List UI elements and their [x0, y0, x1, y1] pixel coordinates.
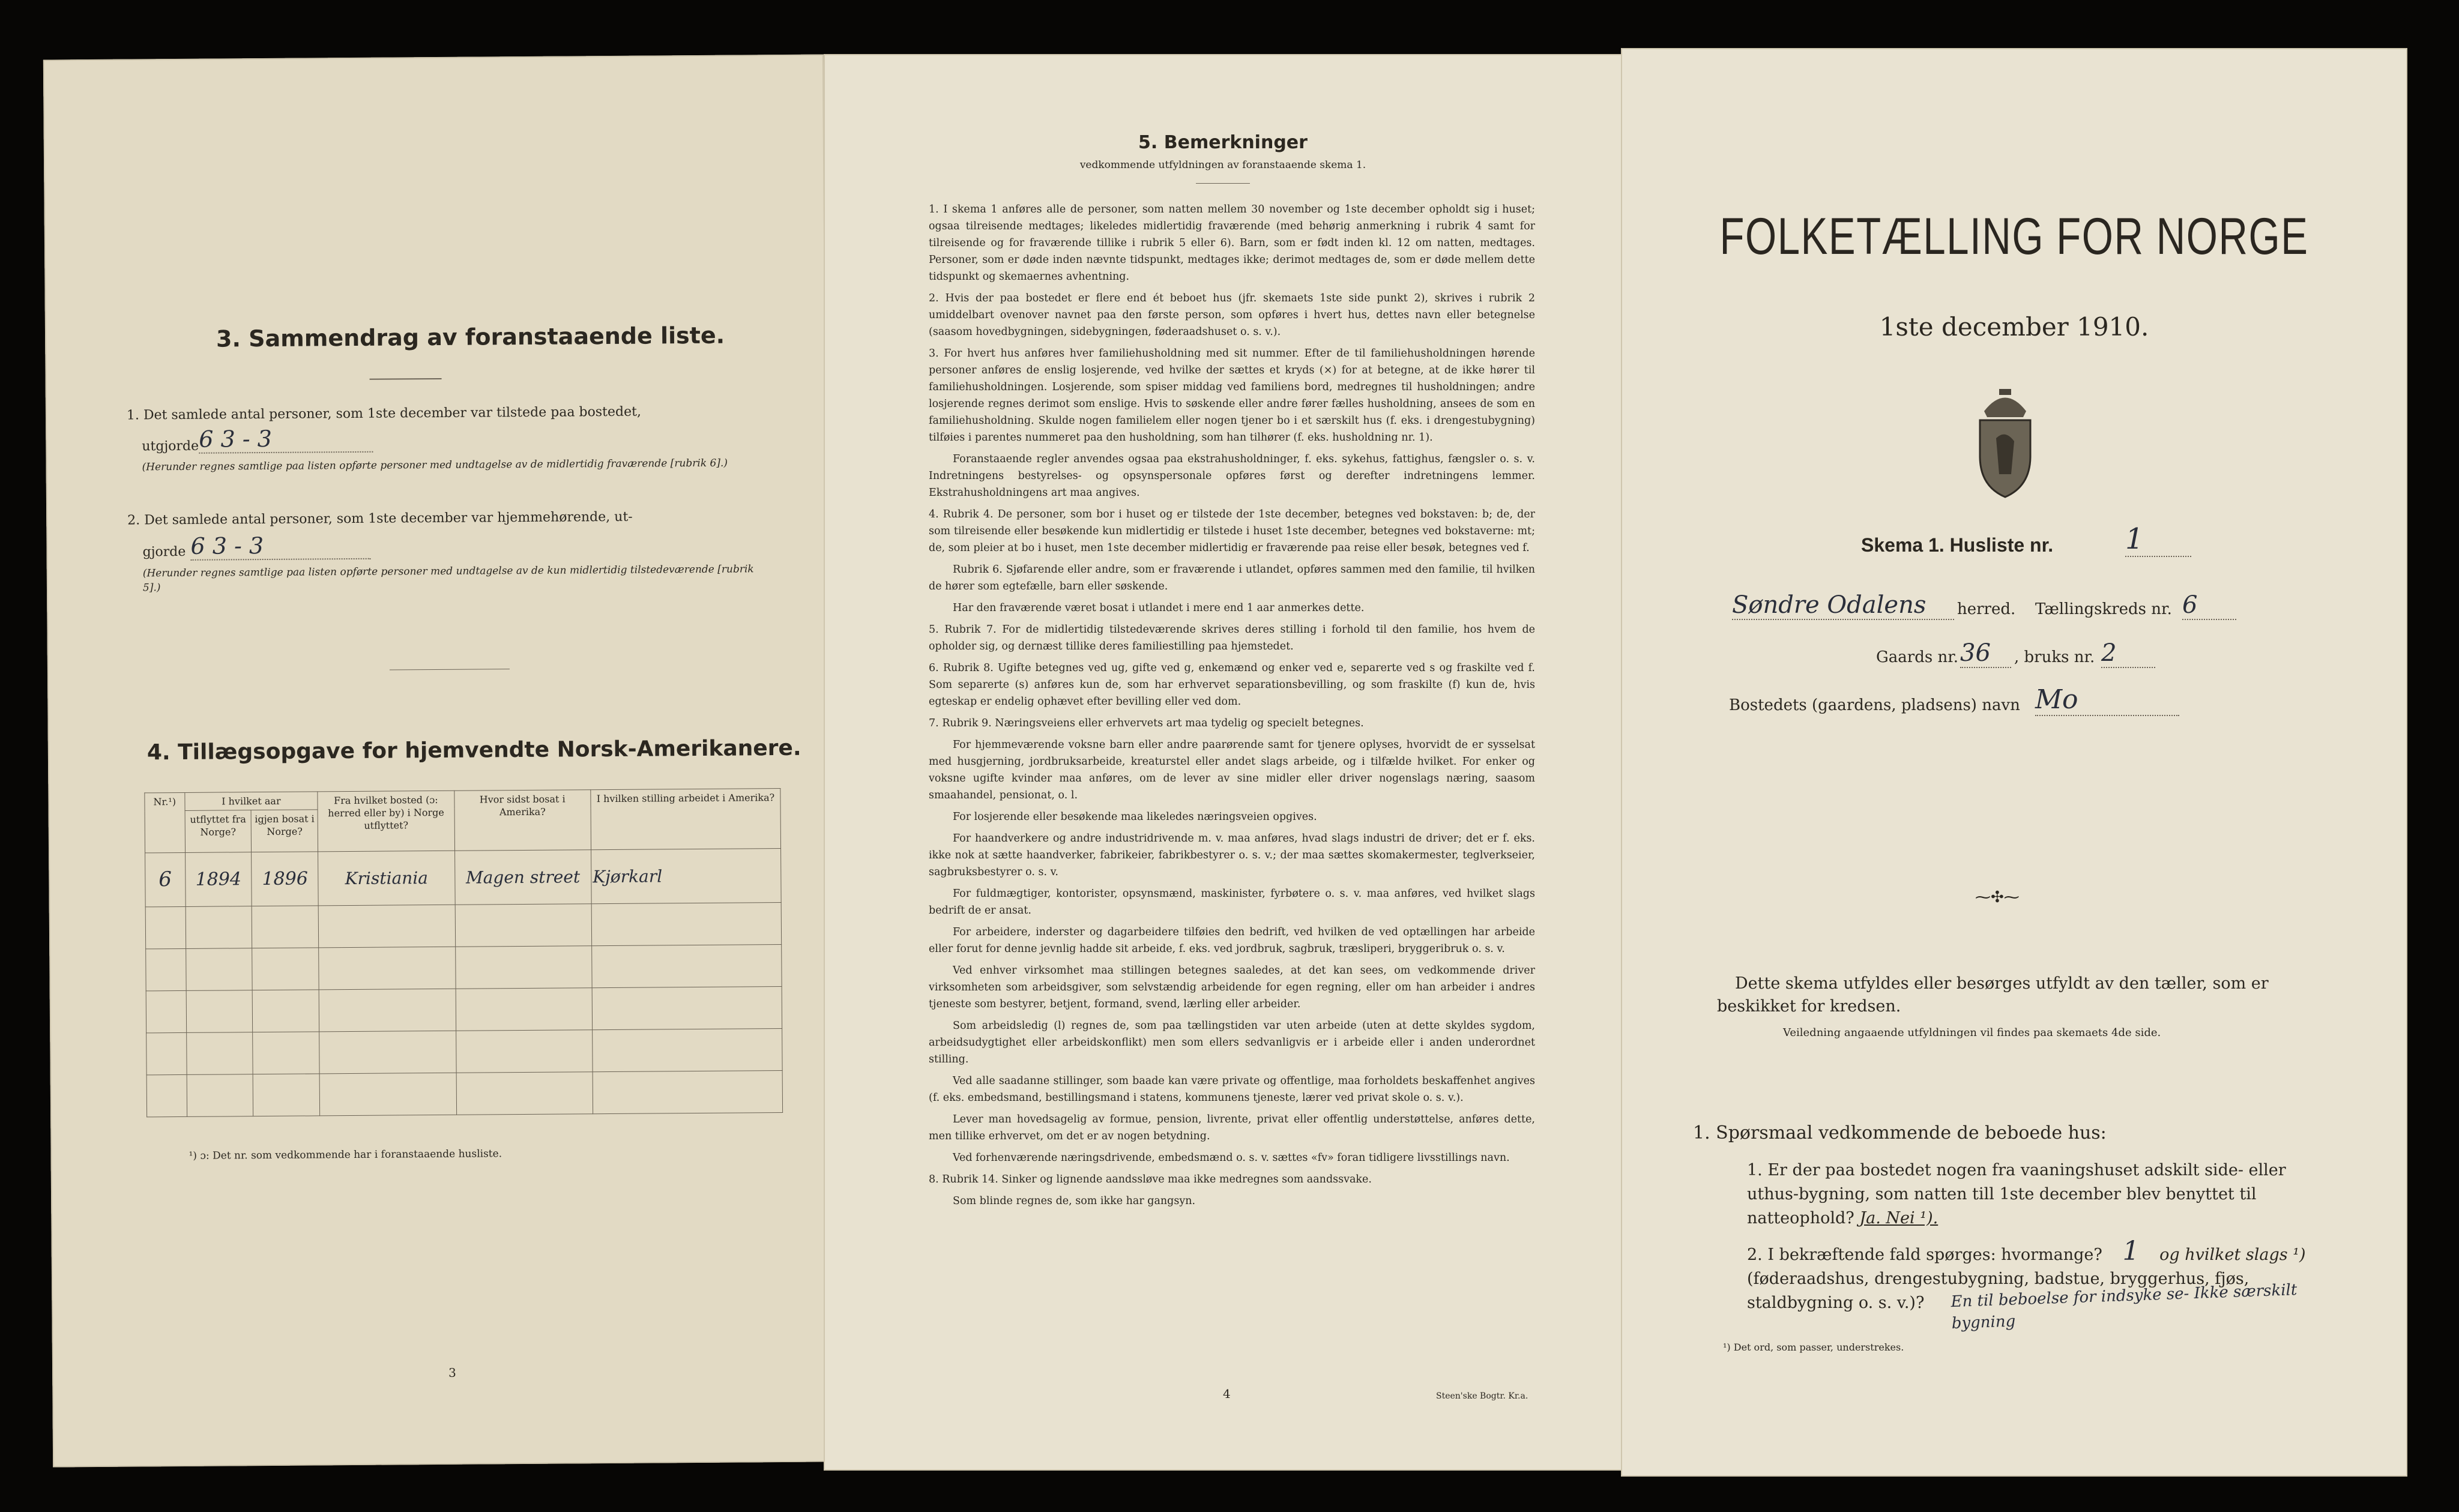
remark-paragraph: 4. Rubrik 4. De personer, som bor i huset og er tilstede der 1ste december, betegnes ved bokstaven: b; de, der som tilreisende eller besøkende kun midlertidig er tilstede i huset 1ste december, betegnes ved bokstaverne: mt; de, som pleier at bo i huset, men 1ste december midlertidig er fraværende paa reise eller besøk, betegnes ved f. — [929, 508, 1535, 554]
instruction-note: Veiledning angaaende utfyldningen vil findes paa skemaets 4de side. — [1783, 1026, 2161, 1039]
left-page — [43, 54, 833, 1467]
gaards-label: Gaards nr. — [1876, 648, 1959, 666]
s3-item1-label: utgjorde — [142, 438, 199, 454]
remark-paragraph: 5. Rubrik 7. For de midlertidig tilstedeværende skrives deres stilling i forhold til den familie, hos hvem de opholder sig, og dernæst tillike deres familiestilling paa hjemstedet. — [929, 624, 1535, 652]
section-4-title: 4. Tillægsopgave for hjemvendte Norsk-Amerikanere. — [146, 735, 801, 765]
s3-item1-value: 6 3 - 3 — [199, 425, 373, 454]
remark-paragraph: Lever man hovedsagelig av formue, pension, livrente, privat eller offentlig understøttelse, anføres dette, men tillike erhvervet, om det er av nogen betydning. — [929, 1113, 1535, 1142]
remark-paragraph: Ved enhver virksomhet maa stillingen betegnes saaledes, at det kan sees, om vedkommende driver virksomheten som arbeidsgiver, som selvstændig arbeidende for egen regning, eller om han arbeider i andres tjeneste som bestyrer, betjent, formand, svend, lærling eller arbeider. — [929, 965, 1535, 1010]
th-year-group: I hvilket aar — [184, 792, 318, 811]
bosted-value: Mo — [2035, 684, 2179, 716]
remark-paragraph: Ved alle saadanne stillinger, som baade kan være private og offentlige, maa forholdets beskaffenhet angives (f. eks. embedsmand, bestillingsmand i statens, kommunens tjeneste, lærer ved privat skole o. s. v.). — [929, 1075, 1535, 1104]
herred-value: Søndre Odalens — [1732, 591, 1954, 620]
page-number: 3 — [448, 1365, 456, 1380]
q2-count: 1 — [2122, 1236, 2140, 1267]
remark-paragraph: Foranstaaende regler anvendes ogsaa paa ekstrahusholdninger, f. eks. sykehus, fattighus, fængsler o. s. v. Indretningens bestyrelses- og opsynspersonale opføres først og derefter indretningens lemmer. Ekstrahusholdningens art maa angives. — [929, 453, 1535, 499]
table-footnote: ¹) ɔ: Det nr. som vedkommende har i foranstaaende husliste. — [189, 1148, 502, 1162]
remark-paragraph: Rubrik 6. Sjøfarende eller andre, som er fraværende i utlandet, opføres sammen med den familie, til hvilken de hører som egtefælle, barn eller søskende. — [929, 564, 1535, 592]
remark-paragraph: Ved forhenværende næringsdrivende, embedsmænd o. s. v. sættes «fv» foran tidligere livsstillings navn. — [953, 1152, 1510, 1164]
s3-item2: 2. Det samlede antal personer, som 1ste december var hjemmehørende, ut- — [127, 509, 633, 528]
printer-note: Steen'ske Bogtr. Kr.a. — [1436, 1391, 1528, 1401]
remark-paragraph: For arbeidere, inderster og dagarbeidere tilføies den bedrift, ved hvilken de ved optællingen har arbeide eller forut for denne jevnlig hadde sit arbeide, f. eks. ved jordbruk, sagbruk, træsliperi, bryggeribruk o. s. v. — [929, 926, 1535, 955]
questions-heading: 1. Spørsmaal vedkommende de beboede hus: — [1693, 1122, 2107, 1143]
husliste-nr: 1 — [2125, 522, 2191, 557]
th-last-place: Hvor sidst bosat i Amerika? — [454, 790, 591, 851]
cell-last-place: Magen street — [454, 850, 591, 905]
bemerkninger-subtitle: vedkommende utfyldningen av foranstaaende skema 1. — [1079, 159, 1366, 171]
middle-page — [824, 54, 1622, 1471]
cell-from-place: Kristiania — [318, 851, 455, 906]
s3-item2-value: 6 3 - 3 — [190, 532, 370, 561]
remark-paragraph: 3. For hvert hus anføres hver familiehusholdning med sit nummer. Efter de til familiehusholdningen hørende personer anføres de enslig losjerende, ved hvilke der sættes et kryds (×) for at betegne, at de ikke hører til familiehusholdningen. Losjerende, som spiser middag ved familiens bord, medregnes til husholdningen; andre losjerende regnes derimot som enslige. Hvis to søskende eller andre fører fælles husholdning, ansees de som en familiehusholdning. Skulde nogen familielem eller nogen tjener bo i et særskilt hus (f. eks. i drengestubygning) tilføies i parentes nummeret paa den husholdning, som han tilhører (f. eks. husholdning nr. 1). — [929, 348, 1535, 444]
s3-item1-note: (Herunder regnes samtlige paa listen opførte personer med undtagelse av de midlertidig fraværende [rubrik 6].) — [142, 457, 728, 474]
cell-nr: 6 — [145, 852, 186, 906]
section-3-title: 3. Sammendrag av foranstaaende liste. — [216, 322, 725, 352]
cell-emigrated: 1894 — [185, 852, 252, 907]
remark-paragraph: Som blinde regnes de, som ikke har gangsyn. — [953, 1195, 1196, 1207]
right-footnote: ¹) Det ord, som passer, understrekes. — [1723, 1342, 1904, 1353]
s3-item1: 1. Det samlede antal personer, som 1ste december var tilstede paa bostedet, — [126, 404, 642, 423]
census-date: 1ste december 1910. — [1879, 312, 2149, 342]
main-title: FOLKETÆLLING FOR NORGE — [1719, 208, 2309, 265]
th-position: I hvilken stilling arbeidet i Amerika? — [591, 789, 781, 850]
herred-label: herred. — [1957, 600, 2016, 618]
instruction-text: Dette skema utfyldes eller besørges utfyldt av den tæller, som er beskikket for kredsen. — [1717, 974, 2269, 1016]
question-2: 2. I bekræftende fald spørges: hvormange? 1 og hvilket slags ¹) (føderaadshus, drengestubygning, badstue, bryggerhus, fjøs, staldbygning o. s. v.)? — [1747, 1236, 2306, 1312]
gaards-value: 36 — [1960, 639, 2011, 668]
ornament-divider: ⁓✣⁓ — [1975, 888, 2020, 906]
skema-label: Skema 1. Husliste nr. — [1861, 534, 2054, 556]
remark-paragraph: For hjemmeværende voksne barn eller andre paarørende samt for tjenere oplyses, hvorvidt de er sysselsat med husgjerning, jordbruksarbeide, kreaturstel eller andet slags arbeide, og i tilfælde hvilket. For enker og voksne ugifte kvinder maa anføres, om de lever av sine midler eller driver nogenslags næring, saasom smaahandel, pensionat, o. l. — [929, 739, 1535, 801]
remark-paragraph: 1. I skema 1 anføres alle de personer, som natten mellem 30 november og 1ste december opholdt sig i huset; ogsaa tilreisende medtages; likeledes midlertidig fraværende (med behørig anmerkning i rubrik 4 samt for tilreisende og for fraværende tillike i rubrik 5 eller 6). Barn, som er født inden kl. 12 om natten, medtages. Personer, som er døde inden nævnte tidspunkt, medtages ikke; derimot medtages de, som er døde mellem dette tidspunkt og skemaernes avhentning. — [929, 203, 1535, 283]
coat-of-arms-icon — [1963, 384, 2047, 498]
remark-paragraph: Som arbeidsledig (l) regnes de, som paa tællingstiden var uten arbeide (uten at dette skyldes sygdom, arbeidsudygtighet eller arbeidskonflikt) men som ellers sedvanligvis er i arbeide eller i anden underordnet stilling. — [929, 1020, 1535, 1065]
q2-answer: En til beboelse for indsyke se- Ikke særskilt bygning — [1951, 1281, 2298, 1333]
question-1: 1. Er der paa bostedet nogen fra vaaningshuset adskilt side- eller uthus-bygning, som natten till 1ste december blev benyttet til natteophold? Ja. Nei ¹). — [1747, 1161, 2286, 1227]
krets-label: Tællingskreds nr. — [2035, 600, 2172, 618]
page-number: 4 — [1223, 1387, 1231, 1401]
remark-paragraph: For haandverkere og andre industridrivende m. v. maa anføres, hvad slags industri de driver; det er f. eks. ikke nok at sætte haandverker, fabrikeier, fabrikbestyrer o. s. v.; der maa sættes skomakermester, teglverkseier, sagbruksbestyrer o. s. v. — [929, 833, 1535, 878]
remark-paragraph: For fuldmægtiger, kontorister, opsynsmænd, maskinister, fyrbøtere o. s. v. maa anføres, ved hvilket slags bedrift de er ansat. — [929, 888, 1535, 917]
q1-answer: Ja. Nei ¹). — [1859, 1209, 1939, 1227]
s3-item2-label: gjorde — [142, 544, 186, 560]
table-row — [145, 849, 782, 907]
th-emigrated: utflyttet fra Norge? — [185, 810, 252, 853]
bosted-label: Bostedets (gaardens, pladsens) navn — [1729, 696, 2020, 714]
norsk-amerikanere-table — [144, 788, 783, 1117]
remark-paragraph: 8. Rubrik 14. Sinker og lignende aandssløve maa ikke medregnes som aandssvake. — [929, 1173, 1372, 1185]
remark-paragraph: For losjerende eller besøkende maa likeledes næringsveien opgives. — [953, 811, 1317, 823]
bruks-label: , bruks nr. — [2014, 648, 2095, 666]
cell-position: Kjørkarl — [591, 849, 781, 904]
bemerkninger-title: 5. Bemerkninger — [1138, 132, 1308, 153]
remark-paragraph: 2. Hvis der paa bostedet er flere end ét beboet hus (jfr. skemaets 1ste side punkt 2), skrives i rubrik 2 umiddelbart ovenover navnet paa den første person, som opføres i hvert hus, dettes navn eller betegnelse (saasom hovedbygningen, sidebygningen, føderaadshuset o. s. v.). — [929, 292, 1535, 338]
remark-paragraph: 6. Rubrik 8. Ugifte betegnes ved ug, gifte ved g, enkemænd og enker ved e, separerte ved s og fraskilte ved f. Som separerte (s) anføres kun de, som har erhvervet separationsbevilling, og som fraskilte (f) kun de, hvis egteskap er endelig ophævet efter bevilling eller ved dom. — [929, 662, 1535, 708]
s3-item2-note: (Herunder regnes samtlige paa listen opførte personer med undtagelse av de kun midlertidig tilstedeværende [rubrik 5].) — [142, 563, 754, 594]
th-returned: igjen bosat i Norge? — [251, 810, 318, 852]
remark-paragraph: Har den fraværende været bosat i utlandet i mere end 1 aar anmerkes dette. — [953, 602, 1365, 614]
remark-paragraph: 7. Rubrik 9. Næringsveiens eller erhvervets art maa tydelig og specielt betegnes. — [929, 717, 1364, 729]
bruks-value: 2 — [2101, 639, 2155, 668]
th-nr: Nr.¹) — [145, 792, 185, 852]
cell-returned: 1896 — [252, 852, 319, 906]
krets-value: 6 — [2182, 591, 2236, 620]
th-from-place: Fra hvilket bosted (ɔ: herred eller by) i Norge utflyttet? — [318, 791, 454, 852]
bemerkninger-list — [929, 201, 1535, 1214]
right-page — [1621, 48, 2407, 1477]
